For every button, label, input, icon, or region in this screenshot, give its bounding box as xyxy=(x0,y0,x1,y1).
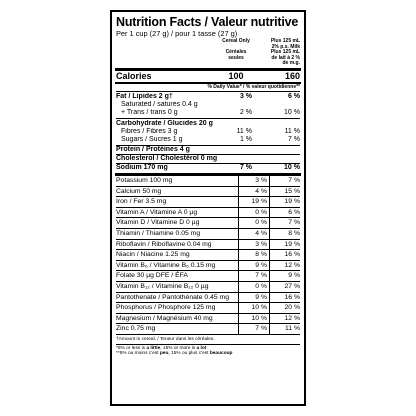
vitamins-minerals-table xyxy=(116,176,300,334)
nutrient-label: Fat / Lipides 2 g† xyxy=(116,92,173,100)
column-cereal-only-line: Céréales xyxy=(225,49,247,56)
footnote-text: , 15% ou plus c'est xyxy=(168,351,210,357)
vitamin-row xyxy=(116,292,300,303)
nutrient-label: Sodium 170 mg xyxy=(116,163,168,171)
nutrient-label: Fibres / Fibres 3 g xyxy=(121,127,178,135)
vitamin-dv-milk: 11 % xyxy=(285,325,300,333)
vitamin-label: Potassium 100 mg xyxy=(116,176,239,186)
vitamin-label: Folate 30 µg DFE / ÉFA xyxy=(116,271,239,281)
vitamin-dv-cereal: 7 % xyxy=(239,324,270,334)
vitamin-row xyxy=(116,249,300,260)
footnotes xyxy=(116,337,300,357)
vitamin-row xyxy=(116,239,300,250)
vitamin-row xyxy=(116,281,300,292)
footnote-french xyxy=(116,351,300,357)
vitamin-label: Iron / Fer 3.5 mg xyxy=(116,197,239,207)
nutrient-dv-cereal: 3 % xyxy=(239,92,252,100)
footnote-text: , 15% or more is xyxy=(160,345,197,351)
vitamin-label: Pantothenate / Pantothénate 0.45 mg xyxy=(116,293,239,303)
vitamin-dv-cereal: 8 % xyxy=(239,250,270,260)
column-with-milk xyxy=(254,39,300,67)
vitamin-label: Zinc 0.75 mg xyxy=(116,324,239,334)
fat-group xyxy=(116,92,300,118)
nutrient-row xyxy=(116,93,300,101)
panel-title: Nutrition Facts / Valeur nutritive xyxy=(116,15,299,29)
vitamin-row xyxy=(116,196,300,207)
vitamin-dv-cereal: 9 % xyxy=(239,293,270,303)
divider-thin xyxy=(116,344,300,345)
vitamin-label: Riboflavin / Riboflavine 0.04 mg xyxy=(116,240,239,250)
vitamin-dv-milk: 16 % xyxy=(284,251,300,259)
nutrient-label: Protein / Protéines 4 g xyxy=(116,145,190,153)
vitamin-dv-cereal: 3 % xyxy=(239,240,270,250)
footnote-emphasis: a little xyxy=(146,345,161,351)
nutrient-row xyxy=(116,155,300,163)
nutrition-facts-panel xyxy=(110,10,306,406)
nutrient-row xyxy=(116,128,300,136)
nutrient-dv-milk: 6 % xyxy=(287,92,300,100)
vitamin-row xyxy=(116,217,300,228)
vitamin-dv-milk: 8 % xyxy=(288,229,300,237)
daily-value-header: % Daily Value* / % valeur quotidienne** xyxy=(207,83,300,90)
vitamin-row xyxy=(116,260,300,271)
vitamin-dv-milk: 27 % xyxy=(284,282,300,290)
column-with-milk-line: Plus 125 mL xyxy=(270,38,300,44)
vitamin-label: Niacin / Niacine 1.25 mg xyxy=(116,250,239,260)
nutrient-label: Cholesterol / Cholestérol 0 mg xyxy=(116,154,218,162)
serving-size: Per 1 cup (27 g) / pour 1 tasse (27 g) xyxy=(116,29,238,38)
nutrient-row xyxy=(116,109,300,117)
footnote-emphasis: a lot xyxy=(196,345,207,351)
nutrient-label: Carbohydrate / Glucides 20 g xyxy=(116,119,213,127)
nutrient-row xyxy=(116,101,300,109)
vitamin-label: Magnesium / Magnésium 40 mg xyxy=(116,314,239,324)
column-with-milk-line: 2% p.s. Milk xyxy=(271,43,300,50)
vitamin-dv-cereal: 3 % xyxy=(239,176,270,186)
vitamin-dv-milk: 7 % xyxy=(288,219,300,227)
footnote-text: *5% or less is xyxy=(116,345,147,351)
vitamin-label: Calcium 50 mg xyxy=(116,187,239,197)
calories-label: Calories xyxy=(116,71,152,82)
vitamin-dv-cereal: 0 % xyxy=(239,208,270,218)
footnote-emphasis: beaucoup xyxy=(209,351,233,357)
vitamin-dv-milk: 9 % xyxy=(288,272,300,280)
calories-cereal: 100 xyxy=(228,71,244,82)
column-with-milk-line: de m.g. xyxy=(282,60,300,67)
vitamin-dv-cereal: 19 % xyxy=(239,197,270,207)
nutrient-label: Saturated / saturés 0.4 g xyxy=(121,100,198,108)
footnote-emphasis: peu xyxy=(159,351,169,357)
vitamin-dv-milk: 19 % xyxy=(284,240,300,248)
nutrient-label: Sugars / Sucres 1 g xyxy=(121,135,183,143)
vitamin-dv-milk: 12 % xyxy=(284,261,300,269)
nutrient-dv-cereal: 2 % xyxy=(239,108,252,116)
vitamin-dv-milk: 20 % xyxy=(284,304,300,312)
footnote-text: **5% ou moins c'est xyxy=(116,351,160,357)
nutrient-dv-milk: 7 % xyxy=(287,135,300,143)
vitamin-dv-milk: 15 % xyxy=(284,187,300,195)
vitamin-dv-milk: 12 % xyxy=(284,314,300,322)
nutrient-dv-cereal: 1 % xyxy=(239,135,252,143)
vitamin-dv-cereal: 10 % xyxy=(239,314,270,324)
vitamin-dv-milk: 6 % xyxy=(288,208,300,216)
column-headers xyxy=(116,39,300,67)
vitamin-label: Vitamin B₁₂ / Vitamine B₁₂ 0 µg xyxy=(116,282,239,292)
nutrient-dv-milk: 10 % xyxy=(284,108,300,116)
vitamin-label: Vitamin A / Vitamine A 0 µg xyxy=(116,208,239,218)
vitamin-row xyxy=(116,228,300,239)
nutrient-dv-cereal: 11 % xyxy=(236,127,252,135)
vitamin-dv-milk: 19 % xyxy=(284,198,300,206)
vitamin-dv-cereal: 9 % xyxy=(239,261,270,271)
vitamin-dv-cereal: 4 % xyxy=(239,229,270,239)
calories-with-milk: 160 xyxy=(284,71,300,82)
nutrient-label: + Trans / trans 0 g xyxy=(121,108,178,116)
nutrient-row xyxy=(116,120,300,128)
vitamin-row xyxy=(116,176,300,186)
calories-row xyxy=(116,71,300,82)
column-with-milk-line: de lait à 2 % xyxy=(271,54,300,61)
vitamin-label: Vitamin D / Vitamine D 0 µg xyxy=(116,218,239,228)
column-cereal-only xyxy=(218,39,254,67)
vitamin-row xyxy=(116,302,300,313)
column-cereal-only-line: seules xyxy=(228,54,244,61)
vitamin-label: Thiamin / Thiamine 0.05 mg xyxy=(116,229,239,239)
column-cereal-only-line: Cereal Only xyxy=(222,38,250,44)
vitamin-label: Phosphorus / Phosphore 125 mg xyxy=(116,303,239,313)
nutrient-dv-cereal: 7 % xyxy=(239,163,252,171)
vitamin-row xyxy=(116,186,300,197)
carbohydrate-group xyxy=(116,119,300,145)
vitamin-dv-milk: 7 % xyxy=(288,176,300,184)
column-with-milk-line: Plus 125 mL xyxy=(270,49,300,56)
divider-thin xyxy=(116,334,300,335)
vitamin-dv-cereal: 7 % xyxy=(239,271,270,281)
nutrient-dv-milk: 10 % xyxy=(284,163,300,171)
vitamin-dv-cereal: 10 % xyxy=(239,303,270,313)
vitamin-row xyxy=(116,323,300,334)
nutrient-row xyxy=(116,164,300,172)
vitamin-label: Vitamin B₆ / Vitamine B₆ 0.15 mg xyxy=(116,261,239,271)
nutrient-dv-milk: 11 % xyxy=(284,127,300,135)
vitamin-dv-cereal: 0 % xyxy=(239,282,270,292)
vitamin-row xyxy=(116,207,300,218)
vitamin-dv-cereal: 0 % xyxy=(239,218,270,228)
nutrient-row xyxy=(116,136,300,144)
vitamin-dv-cereal: 4 % xyxy=(239,187,270,197)
nutrient-row xyxy=(116,146,300,154)
footnote-dagger: †Amount in cereal. / Teneur dans les céréales. xyxy=(116,336,215,342)
vitamin-dv-milk: 16 % xyxy=(284,293,300,301)
vitamin-row xyxy=(116,313,300,324)
vitamin-row xyxy=(116,270,300,281)
